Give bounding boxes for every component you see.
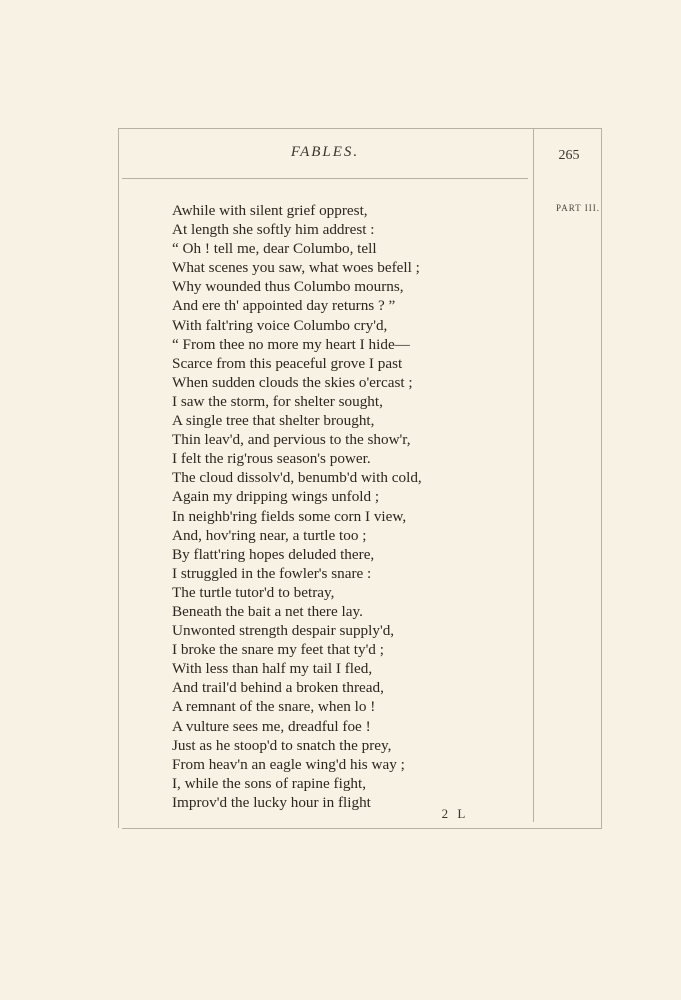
poem-line: Thin leav'd, and pervious to the show'r, xyxy=(172,431,411,449)
frame-top-rule xyxy=(118,128,602,129)
poem-line: “ Oh ! tell me, dear Columbo, tell xyxy=(172,240,377,258)
poem-line: A vulture sees me, dreadful foe ! xyxy=(172,717,371,735)
poem-line: I struggled in the fowler's snare : xyxy=(172,564,372,582)
frame-bottom-rule xyxy=(122,828,602,829)
poem-line: Unwonted strength despair supply'd, xyxy=(172,622,395,640)
poem-line: What scenes you saw, what woes befell ; xyxy=(172,259,420,277)
poem-line: From heav'n an eagle wing'd his way ; xyxy=(172,755,405,773)
frame-right-rule xyxy=(601,128,602,828)
running-title: FABLES. xyxy=(290,144,360,160)
margin-column-rule xyxy=(533,128,534,822)
poem-line: Beneath the bait a net there lay. xyxy=(172,602,363,620)
poem-line: With less than half my tail I fled, xyxy=(172,660,373,678)
poem-line: Why wounded thus Columbo mourns, xyxy=(172,278,404,296)
poem-line: “ From thee no more my heart I hide— xyxy=(172,335,410,353)
poem-line: Scarce from this peaceful grove I past xyxy=(172,354,403,372)
poem-line: I broke the snare my feet that ty'd ; xyxy=(172,641,384,659)
poem-line: With falt'ring voice Columbo cry'd, xyxy=(172,316,388,334)
signature-mark: 2 L xyxy=(441,806,469,821)
poem-line: Awhile with silent grief opprest, xyxy=(172,202,368,219)
poem-line: By flatt'ring hopes deluded there, xyxy=(172,545,375,563)
poem-line: The cloud dissolv'd, benumb'd with cold, xyxy=(172,469,422,487)
poem-line: The turtle tutor'd to betray, xyxy=(172,583,335,601)
poem-line: Improv'd the lucky hour in flight xyxy=(172,793,371,811)
poem-line: A single tree that shelter brought, xyxy=(172,412,375,430)
poem-line: When sudden clouds the skies o'ercast ; xyxy=(172,373,413,391)
poem-line: A remnant of the snare, when lo ! xyxy=(172,698,376,716)
poem-line: Just as he stoop'd to snatch the prey, xyxy=(172,736,392,754)
page-number: 265 xyxy=(558,148,580,163)
poem-line: Again my dripping wings unfold ; xyxy=(172,488,380,506)
poem-line: At length she softly him addrest : xyxy=(172,221,375,239)
poem-text xyxy=(172,201,522,812)
header-rule xyxy=(122,178,528,179)
poem-line: And, hov'ring near, a turtle too ; xyxy=(172,526,367,544)
poem-line: And trail'd behind a broken thread, xyxy=(172,679,384,697)
poem-line: And ere th' appointed day returns ? ” xyxy=(172,297,396,315)
poem-line: I, while the sons of rapine fight, xyxy=(172,774,367,792)
frame-left-rule xyxy=(118,128,119,828)
poem-line: I saw the storm, for shelter sought, xyxy=(172,392,383,410)
poem-line: In neighb'ring fields some corn I view, xyxy=(172,507,407,525)
part-sidenote: PART III. xyxy=(556,203,600,213)
poem-line: I felt the rig'rous season's power. xyxy=(172,450,371,468)
